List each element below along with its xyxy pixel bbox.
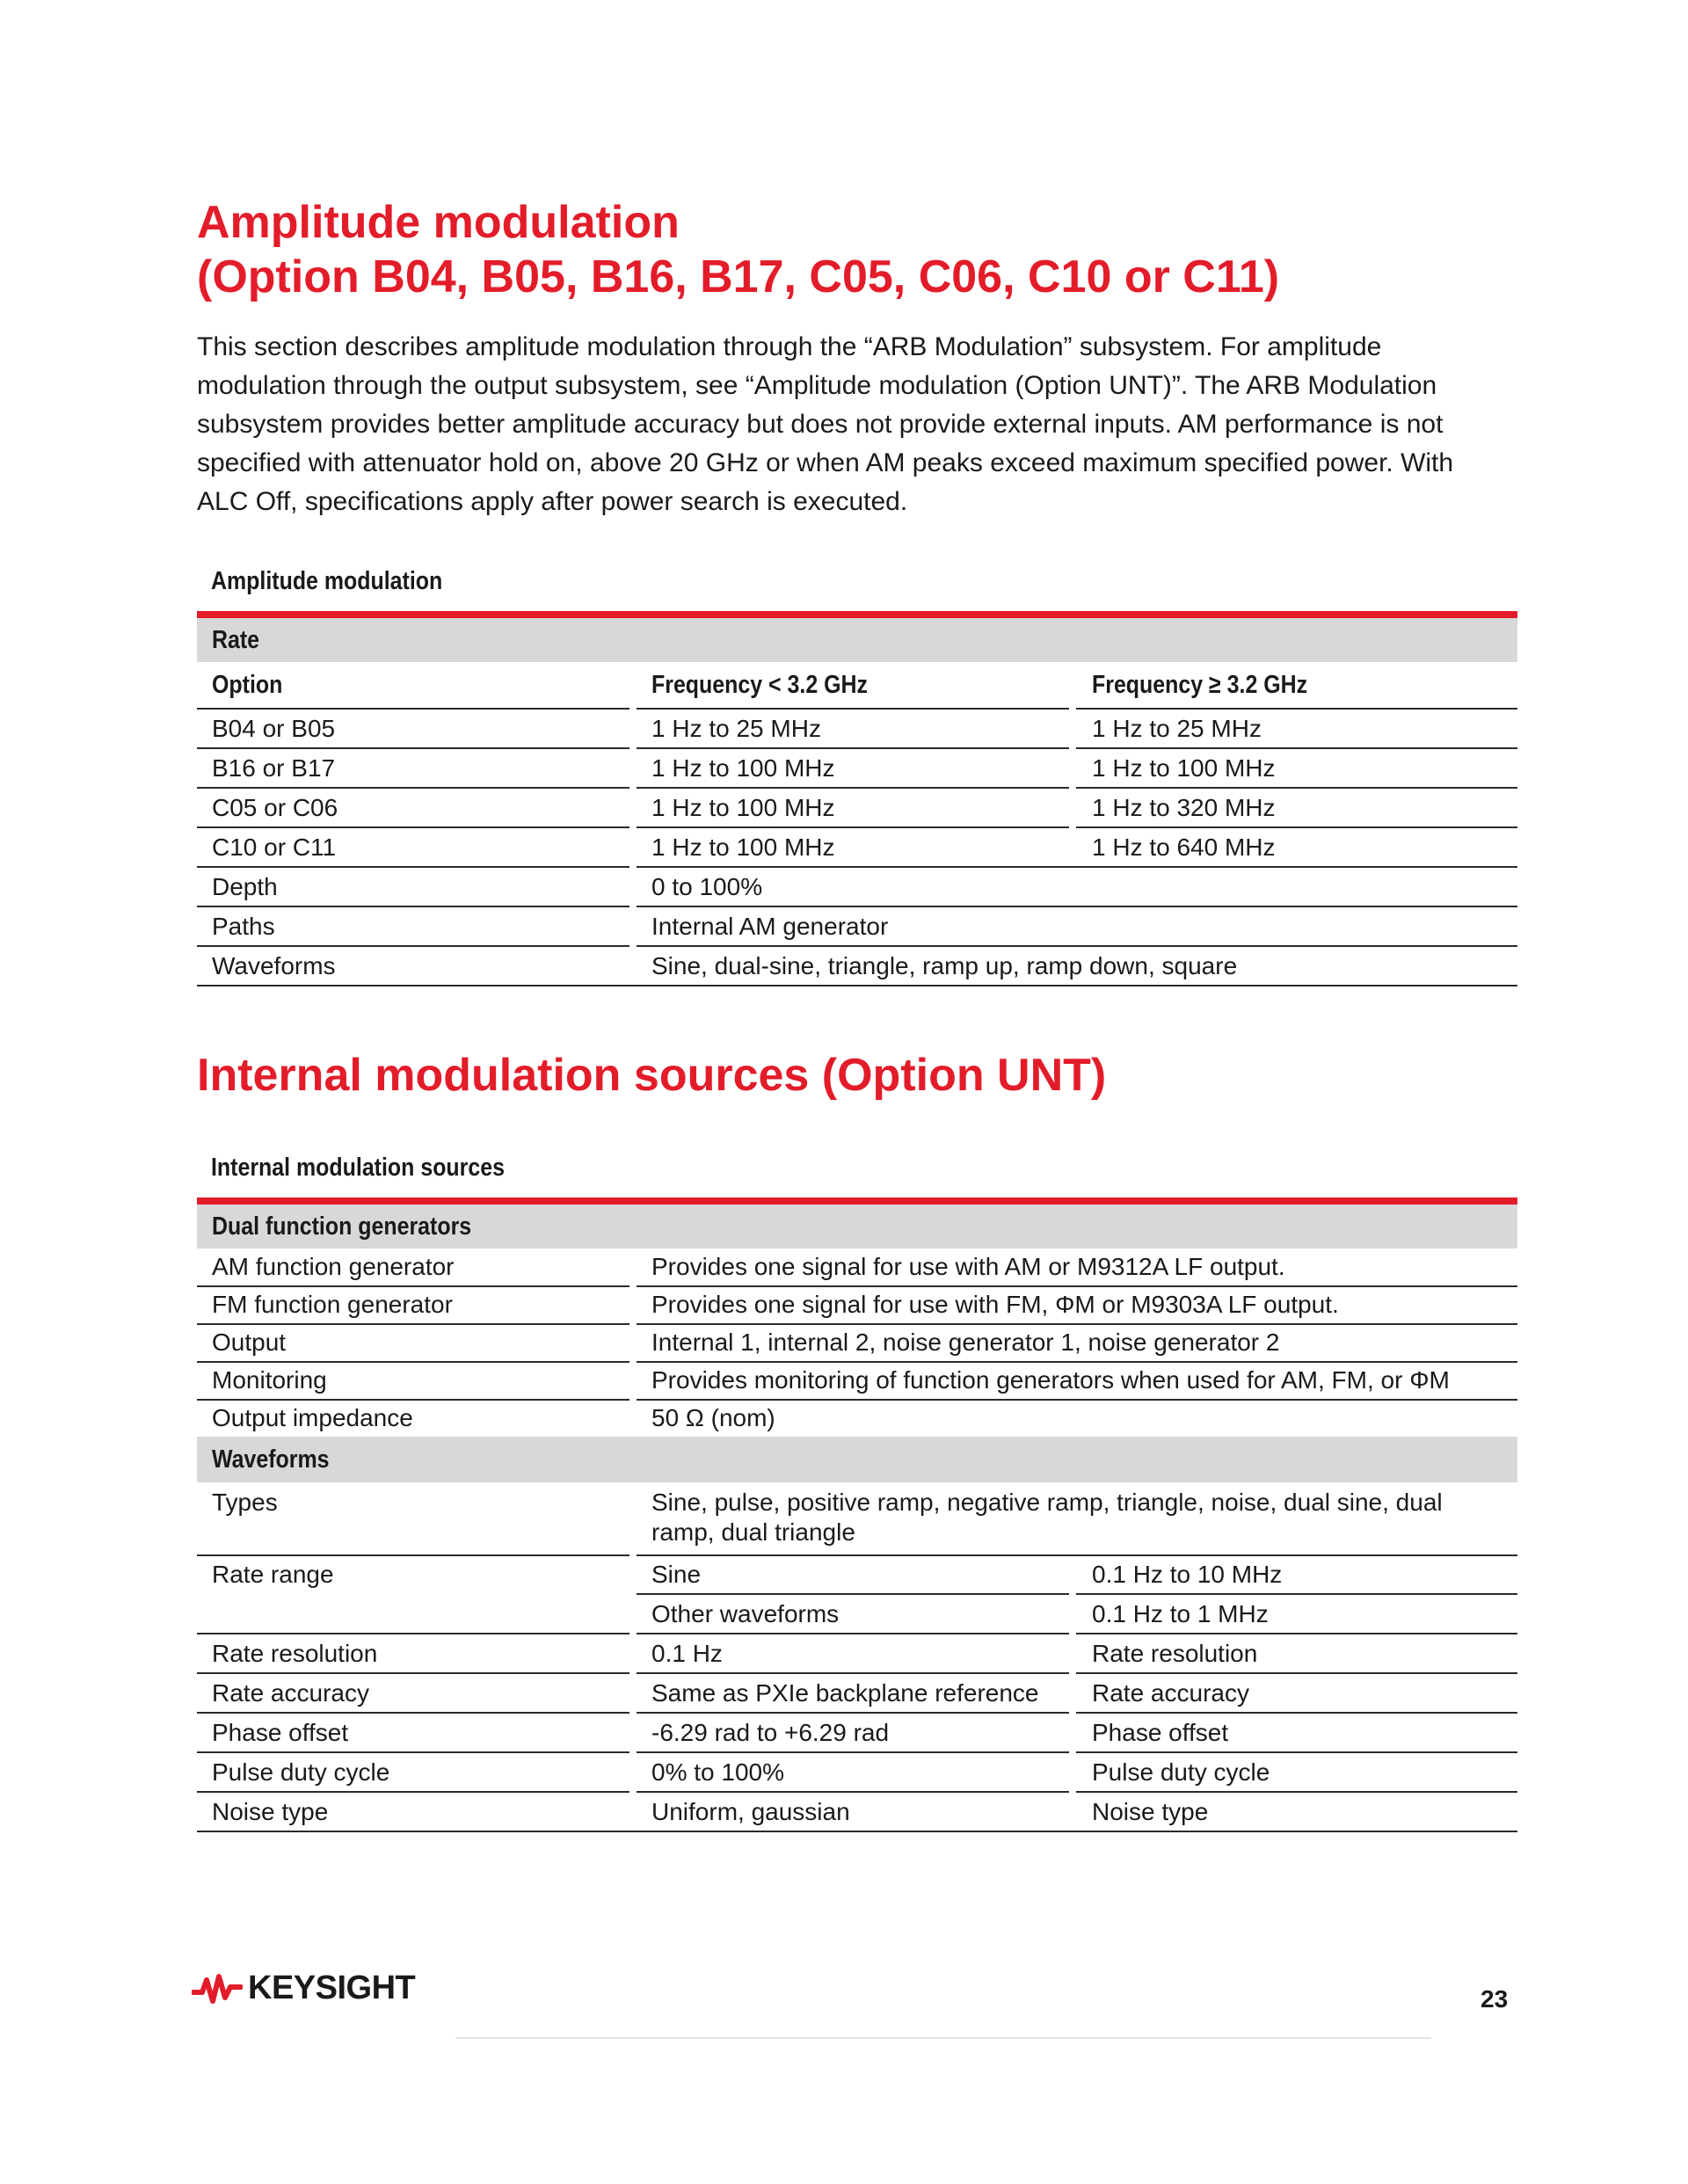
table-caption-internal-modulation-sources: Internal modulation sources <box>211 1154 505 1182</box>
cell-value: 0.1 Hz <box>651 1640 723 1667</box>
cell-value: -6.29 rad to +6.29 rad <box>651 1719 890 1746</box>
keysight-wave-icon <box>192 1971 243 2006</box>
group-label: Dual function generators <box>212 1212 472 1241</box>
table-caption-amplitude-modulation: Amplitude modulation <box>211 567 443 595</box>
cell-value: 0% to 100% <box>651 1758 784 1786</box>
cell-label: Phase offset <box>212 1719 349 1746</box>
cell-freq-low: 1 Hz to 100 MHz <box>651 834 835 861</box>
cell-value: Uniform, gaussian <box>651 1798 850 1825</box>
cell-freq-high: 1 Hz to 25 MHz <box>1092 715 1262 742</box>
title-line-2: (Option B04, B05, B16, B17, C05, C06, C10 or C11) <box>197 251 1280 302</box>
cell-freq-high: 1 Hz to 100 MHz <box>1092 754 1276 782</box>
group-label: Rate <box>212 626 260 654</box>
table-top-rule <box>197 1198 1517 1205</box>
cell-third: Rate resolution <box>1092 1640 1258 1667</box>
cell-label: FM function generator <box>212 1291 453 1318</box>
cell-waveform: Sine <box>651 1561 702 1588</box>
cell-value: 50 Ω (nom) <box>651 1404 775 1431</box>
cell-label: Depth <box>212 873 278 900</box>
cell-label: Types <box>212 1489 278 1516</box>
cell-range: 0.1 Hz to 10 MHz <box>1092 1561 1283 1588</box>
cell-freq-high: 1 Hz to 320 MHz <box>1092 794 1276 821</box>
cell-value: 0 to 100% <box>651 873 763 900</box>
cell-freq-high: 1 Hz to 640 MHz <box>1092 834 1276 861</box>
section-title-internal-modulation-sources: Internal modulation sources (Option UNT) <box>197 1050 1107 1101</box>
cell-label: AM function generator <box>212 1253 455 1280</box>
cell-third: Rate accuracy <box>1092 1679 1249 1707</box>
intro-paragraph: This section describes amplitude modulation through the “ARB Modulation” subsystem. For amplitude modulation through the output subsystem, see “Amplitude modulation (Option UNT)”. The ARB Modulation subsystem provides better amplitude accuracy but does not provide external inputs. AM performance is not specified with attenuator hold on, above 20 GHz or when AM peaks exceed maximum specified power. With ALC Off, specifications apply after power search is executed. <box>197 332 1454 516</box>
group-header-rate <box>197 618 1517 662</box>
cell-label: Monitoring <box>212 1366 327 1394</box>
title-line-1: Amplitude modulation <box>197 197 680 248</box>
cell-label: Noise type <box>212 1798 329 1825</box>
cell-label: Rate resolution <box>212 1640 378 1667</box>
cell-label-rate-range: Rate range <box>212 1561 334 1588</box>
cell-value: Provides one signal for use with AM or M9312A LF output. <box>651 1253 1285 1280</box>
cell-label: Pulse duty cycle <box>212 1758 390 1786</box>
cell-option: C10 or C11 <box>212 834 337 861</box>
cell-third: Phase offset <box>1092 1719 1229 1746</box>
cell-value: Provides one signal for use with FM, ΦM or M9303A LF output. <box>651 1291 1339 1318</box>
page-title-amplitude-modulation <box>197 195 1279 304</box>
cell-value: Internal 1, internal 2, noise generator 1, noise generator 2 <box>651 1329 1280 1356</box>
cell-freq-low: 1 Hz to 25 MHz <box>651 715 821 742</box>
cell-value: Provides monitoring of function generators when used for AM, FM, or ΦM <box>651 1366 1450 1394</box>
cell-option: B04 or B05 <box>212 715 336 742</box>
cell-label: Output <box>212 1329 287 1356</box>
cell-label: Waveforms <box>212 952 336 979</box>
cell-third: Noise type <box>1092 1798 1209 1825</box>
column-header-freq-high: Frequency ≥ 3.2 GHz <box>1092 671 1308 699</box>
page-number: 23 <box>1481 1985 1509 2013</box>
cell-value: Sine, pulse, positive ramp, negative ramp, triangle, noise, dual sine, dual ramp, dual triangle <box>651 1489 1443 1546</box>
cell-option: B16 or B17 <box>212 754 336 782</box>
group-header-waveforms <box>197 1437 1517 1482</box>
cell-label: Output impedance <box>212 1404 413 1431</box>
cell-third: Pulse duty cycle <box>1092 1758 1270 1786</box>
cell-label: Rate accuracy <box>212 1679 369 1707</box>
cell-freq-low: 1 Hz to 100 MHz <box>651 794 835 821</box>
cell-value: Same as PXIe backplane reference <box>651 1679 1039 1707</box>
cell-waveform: Other waveforms <box>651 1600 840 1627</box>
group-label: Waveforms <box>212 1445 330 1474</box>
cell-option: C05 or C06 <box>212 794 338 821</box>
logo-text: KEYSIGHT <box>248 1969 416 2006</box>
column-header-freq-low: Frequency < 3.2 GHz <box>651 671 869 699</box>
keysight-logo <box>192 1969 415 2007</box>
cell-value: Internal AM generator <box>651 913 889 940</box>
footer-divider <box>455 2037 1431 2039</box>
group-header-dual-function-generators <box>197 1205 1517 1249</box>
cell-range: 0.1 Hz to 1 MHz <box>1092 1600 1269 1627</box>
cell-label: Paths <box>212 913 275 940</box>
table-top-rule <box>197 611 1517 618</box>
cell-freq-low: 1 Hz to 100 MHz <box>651 754 835 782</box>
cell-value: Sine, dual-sine, triangle, ramp up, ramp down, square <box>651 952 1238 979</box>
column-header-option: Option <box>212 671 283 699</box>
